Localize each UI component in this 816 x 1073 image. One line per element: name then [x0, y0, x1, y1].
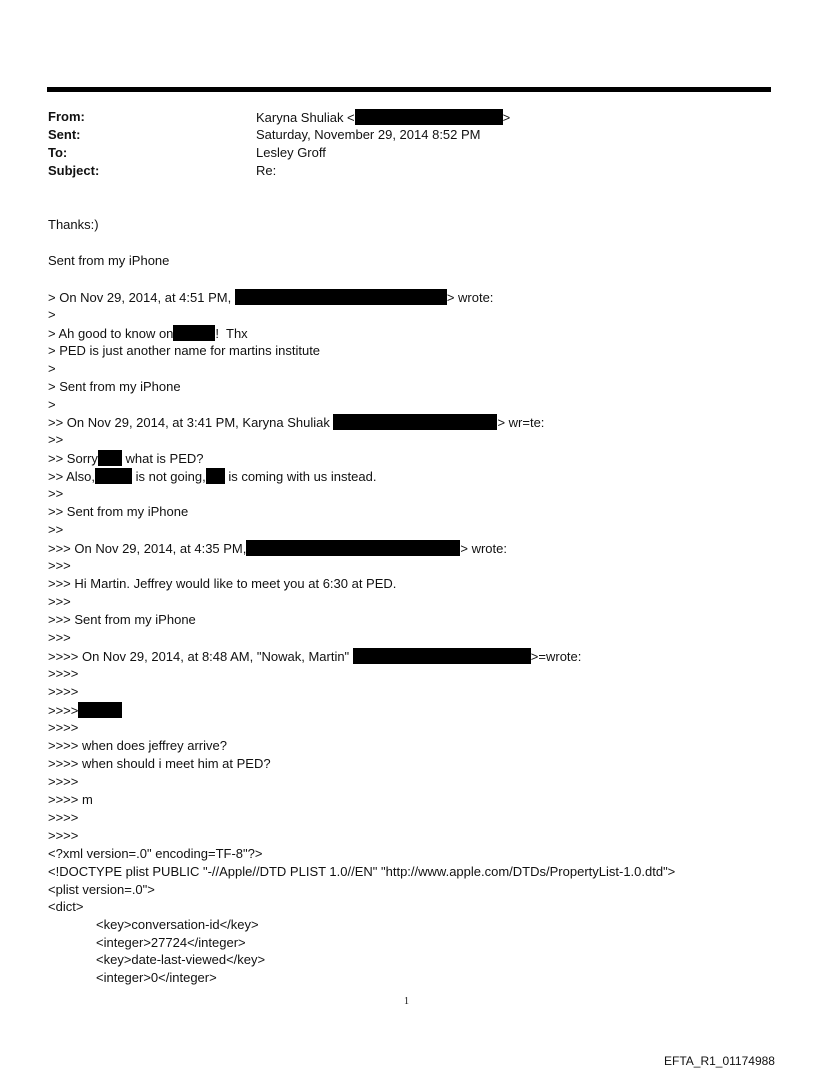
subject-value: Re:: [256, 163, 277, 178]
body-line: >>>: [48, 558, 71, 573]
body-line: >>>: [48, 594, 71, 609]
body-line: >>>> m: [48, 792, 93, 807]
body-line: >>> Sent from my iPhone: [48, 612, 196, 627]
body-line: [48, 540, 507, 556]
body-line: >> Sent from my iPhone: [48, 504, 189, 519]
from-label: From:: [48, 109, 85, 124]
body-line: >>>> when does jeffrey arrive?: [48, 738, 227, 753]
body-line: <integer>27724</integer>: [96, 935, 246, 950]
body-line: >: [48, 307, 56, 322]
body-line: >>>>: [48, 828, 79, 843]
text-span: ! Thx: [215, 326, 248, 341]
text-span: >>>>: [48, 703, 79, 718]
body-line: <?xml version=.0" encoding=TF-8"?>: [48, 846, 263, 861]
body-line: [48, 414, 544, 430]
text-span: >> Sorry: [48, 451, 98, 466]
redaction-box: [353, 648, 531, 664]
text-span: is not going,: [131, 469, 206, 484]
body-line: <!DOCTYPE plist PUBLIC "-//Apple//DTD PLIST 1.0//EN" "http://www.apple.com/DTDs/PropertyList-1.0.dtd">: [48, 864, 676, 879]
header-rule: [47, 87, 771, 92]
sent-value: Saturday, November 29, 2014 8:52 PM: [256, 127, 481, 142]
body-line: [48, 450, 204, 466]
to-value: Lesley Groff: [256, 145, 326, 160]
body-line: >>>>: [48, 720, 79, 735]
text-span: > wr=te:: [497, 415, 545, 430]
page-number: 1: [404, 996, 409, 1007]
body-line: [48, 702, 122, 718]
body-line: [48, 325, 248, 341]
text-span: is coming with us instead.: [224, 469, 377, 484]
body-line: >>>>: [48, 810, 79, 825]
body-line: <integer>0</integer>: [96, 970, 217, 985]
body-line: <dict>: [48, 899, 84, 914]
body-line: [48, 468, 376, 484]
bates-number: EFTA_R1_01174988: [664, 1054, 775, 1068]
from-value: [256, 109, 510, 125]
sent-label: Sent:: [48, 127, 81, 142]
redaction-box: [206, 468, 225, 484]
body-line: [48, 289, 493, 305]
body-line: <plist version=.0">: [48, 882, 155, 897]
redaction-box: [333, 414, 497, 430]
body-line: >>> Hi Martin. Jeffrey would like to meet you at 6:30 at PED.: [48, 576, 397, 591]
text-span: > wrote:: [460, 541, 507, 556]
text-span: > wrote:: [446, 290, 494, 305]
redaction-box: [78, 702, 122, 718]
body-line: Thanks:): [48, 217, 99, 232]
body-line: >: [48, 361, 56, 376]
text-span: >> Also,: [48, 469, 95, 484]
body-line: >: [48, 397, 56, 412]
redaction-box: [355, 109, 503, 125]
text-span: >>> On Nov 29, 2014, at 4:35 PM,: [48, 541, 247, 556]
body-line: >>>>: [48, 684, 79, 699]
subject-label: Subject:: [48, 163, 100, 178]
text-span: what is PED?: [121, 451, 204, 466]
to-label: To:: [48, 145, 68, 160]
body-line: > PED is just another name for martins institute: [48, 343, 321, 358]
body-line: [48, 648, 581, 664]
redaction-box: [95, 468, 132, 484]
from-close: >: [502, 110, 511, 125]
redaction-box: [246, 540, 460, 556]
body-line: <key>conversation-id</key>: [96, 917, 259, 932]
body-line: >>>>: [48, 774, 79, 789]
body-line: >>>: [48, 630, 71, 645]
text-span: >>>> On Nov 29, 2014, at 8:48 AM, "Nowak, Martin": [48, 649, 353, 664]
body-line: >>>>: [48, 666, 79, 681]
body-line: >>: [48, 486, 64, 501]
body-line: Sent from my iPhone: [48, 253, 170, 268]
text-span: > On Nov 29, 2014, at 4:51 PM,: [48, 290, 235, 305]
text-span: >=wrote:: [530, 649, 582, 664]
text-span: >> On Nov 29, 2014, at 3:41 PM, Karyna Shuliak: [48, 415, 334, 430]
body-line: >>>> when should i meet him at PED?: [48, 756, 271, 771]
redaction-box: [173, 325, 215, 341]
redaction-box: [98, 450, 122, 466]
redaction-box: [235, 289, 447, 305]
body-line: >>: [48, 432, 64, 447]
from-name: Karyna Shuliak <: [256, 110, 355, 125]
body-line: > Sent from my iPhone: [48, 379, 181, 394]
body-line: <key>date-last-viewed</key>: [96, 952, 266, 967]
text-span: > Ah good to know on: [48, 326, 174, 341]
body-line: >>: [48, 522, 64, 537]
